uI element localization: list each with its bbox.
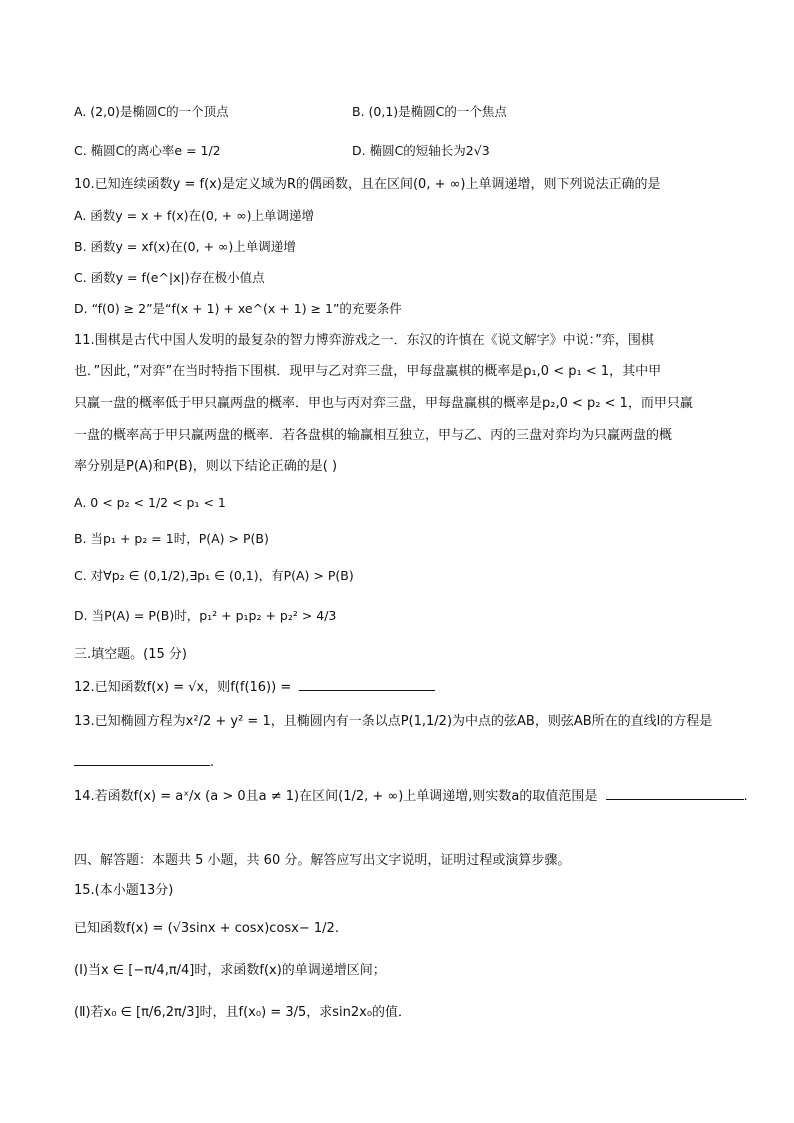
q9-option-d: D. 椭圆C的短轴长为2√3 [352, 143, 490, 158]
q10-stem: 10.已知连续函数y = f(x)是定义域为R的偶函数，且在区间(0, + ∞)上单调递增，则下列说法正确的是 [74, 177, 661, 192]
q11-option-b: B. 当p₁ + p₂ = 1时，P(A) > P(B) [74, 531, 269, 546]
q13-end: . [210, 755, 215, 770]
q10-option-a: A. 函数y = x + f(x)在(0, + ∞)上单调递增 [74, 208, 314, 223]
q13-answer-blank[interactable] [74, 751, 210, 766]
q12-text: 12.已知函数f(x) = √x，则f(f(16)) = [74, 680, 292, 695]
section-3-heading: 三.填空题。(15 分) [74, 647, 187, 662]
q11-option-d: D. 当P(A) = P(B)时，p₁² + p₁p₂ + p₂² > 4/3 [74, 608, 337, 623]
section-4-heading: 四、解答题：本题共 5 小题，共 60 分。解答应写出文字说明，证明过程或演算步骤。 [74, 853, 571, 868]
q11-line-1: 11.围棋是古代中国人发明的最复杂的智力博弈游戏之一．东汉的许慎在《说文解字》中说：”弈，围棋 [74, 333, 654, 348]
q10-option-b: B. 函数y = xf(x)在(0, + ∞)上单调递增 [74, 239, 296, 254]
q9-option-a: A. (2,0)是椭圆C的一个顶点 [74, 104, 229, 119]
q9-option-b: B. (0,1)是椭圆C的一个焦点 [352, 104, 507, 119]
q15-part-1: (Ⅰ)当x ∈ [−π/4,π/4]时，求函数f(x)的单调递增区间； [74, 963, 386, 978]
q14-answer-blank[interactable] [606, 785, 744, 800]
q14-text: 14.若函数f(x) = aˣ/x (a > 0且a ≠ 1)在区间(1/2, + ∞)上单调递增,则实数a的取值范围是 [74, 789, 598, 804]
q10-option-c: C. 函数y = f(e^|x|)存在极小值点 [74, 270, 265, 285]
q13-line-2 [74, 751, 214, 772]
q12-line [74, 676, 435, 697]
q11-line-3: 只赢一盘的概率低于甲只赢两盘的概率．甲也与丙对弈三盘，甲每盘赢棋的概率是p₂,0 < p₂ < 1，而甲只赢 [74, 396, 693, 411]
q14-line [74, 785, 748, 806]
q12-answer-blank[interactable] [299, 676, 435, 691]
q11-line-2: 也．”因此，”对弈”在当时特指下围棋．现甲与乙对弈三盘，甲每盘赢棋的概率是p₁,0 < p₁ < 1，其中甲 [74, 364, 662, 379]
q15-stem: 已知函数f(x) = (√3sinx + cosx)cosx− 1/2. [74, 921, 339, 936]
q9-option-c: C. 椭圆C的离心率e = 1/2 [74, 143, 221, 158]
q11-line-5: 率分别是P(A)和P(B)，则以下结论正确的是( ) [74, 459, 338, 474]
q11-option-c: C. 对∀p₂ ∈ (0,1/2),∃p₁ ∈ (0,1)，有P(A) > P(B) [74, 568, 354, 583]
q11-option-a: A. 0 < p₂ < 1/2 < p₁ < 1 [74, 495, 226, 510]
q14-end: . [743, 789, 748, 804]
q15-header: 15.(本小题13分) [74, 883, 174, 898]
q11-line-4: 一盘的概率高于甲只赢两盘的概率．若各盘棋的输赢相互独立，甲与乙、丙的三盘对弈均为只赢两盘的概 [74, 428, 673, 443]
q13-line-1: 13.已知椭圆方程为x²/2 + y² = 1，且椭圆内有一条以点P(1,1/2)为中点的弦AB，则弦AB所在的直线l的方程是 [74, 714, 713, 729]
q10-option-d: D. “f(0) ≥ 2”是“f(x + 1) + xe^(x + 1) ≥ 1”的充要条件 [74, 301, 402, 316]
q15-part-2: (Ⅱ)若x₀ ∈ [π/6,2π/3]时，且f(x₀) = 3/5，求sin2x₀的值． [74, 1005, 412, 1020]
